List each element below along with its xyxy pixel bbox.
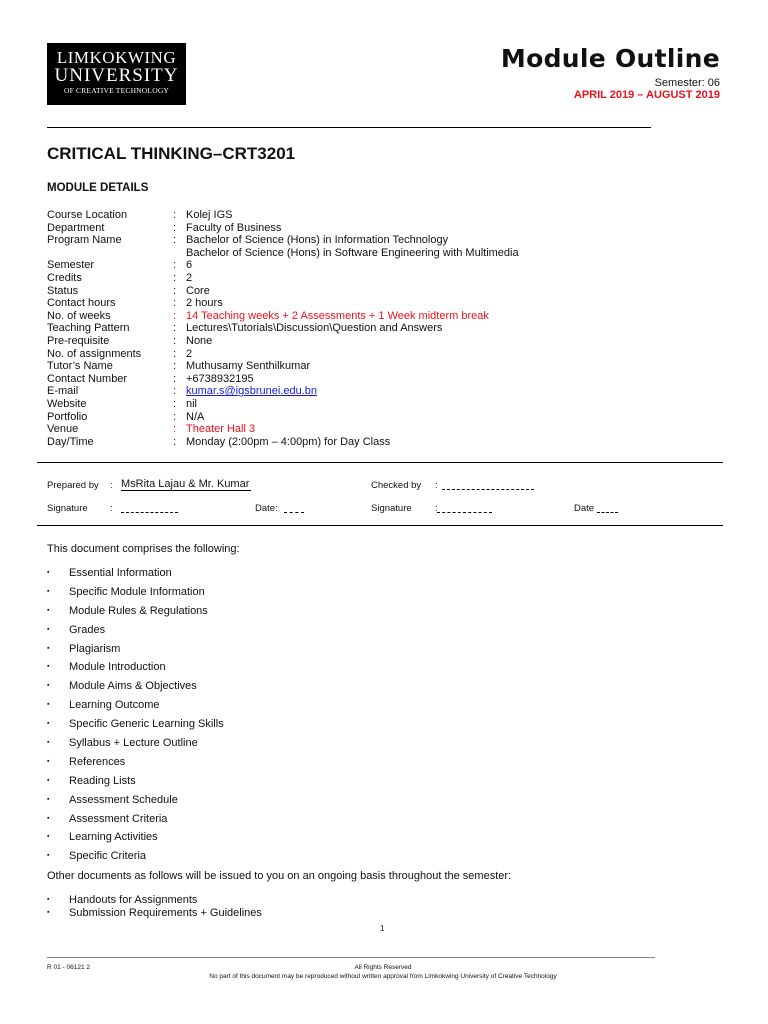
date-label-left: Date: <box>255 503 278 514</box>
detail-row <box>47 436 727 449</box>
list-item-label: Grades <box>69 623 106 636</box>
bullet-icon: ▪ <box>47 569 50 576</box>
detail-colon: : <box>173 209 177 221</box>
checked-by-blank <box>442 489 534 490</box>
bullet-icon: ▪ <box>47 757 50 765</box>
list-item <box>47 737 224 756</box>
detail-label: Day/Time <box>47 435 94 448</box>
detail-label: Department <box>47 221 105 234</box>
list-item-label: Assessment Criteria <box>69 812 168 825</box>
document-code: R 01 - 06121 2 <box>47 964 91 971</box>
detail-value: +6738932195 <box>186 372 254 385</box>
signoff-bottom-divider <box>37 525 723 526</box>
detail-label: Portfolio <box>47 410 88 423</box>
bullet-icon: ▪ <box>47 814 50 822</box>
bullet-icon: ▪ <box>47 644 50 652</box>
detail-value: Bachelor of Science (Hons) in Information Technology <box>186 234 449 247</box>
detail-colon: : <box>173 297 177 310</box>
list-item <box>47 624 224 643</box>
detail-colon: : <box>173 372 177 385</box>
date-blank-right <box>597 512 618 513</box>
list-item-label: References <box>69 755 126 768</box>
list-item <box>47 894 262 907</box>
signature-label-right: Signature <box>371 503 412 514</box>
detail-colon: : <box>173 309 177 322</box>
detail-label: Website <box>47 397 87 410</box>
detail-colon: : <box>173 385 177 398</box>
list-item <box>47 699 224 718</box>
logo-line1: LIMKOKWING <box>56 48 177 67</box>
detail-value: Lectures\Tutorials\Discussion\Question and Answers <box>186 322 443 335</box>
list-item <box>47 643 224 662</box>
detail-colon: : <box>173 435 177 448</box>
detail-colon: : <box>173 322 177 335</box>
detail-colon: : <box>173 271 177 284</box>
detail-label: Tutor’s Name <box>47 360 113 373</box>
contents-list <box>47 567 224 869</box>
list-item-label: Learning Outcome <box>69 699 160 712</box>
list-item-label: Plagiarism <box>69 642 121 655</box>
logo-line3: OF CREATIVE TECHNOLOGY <box>63 86 170 95</box>
detail-row <box>47 272 727 285</box>
detail-value-highlight: Theater Hall 3 <box>186 423 256 436</box>
list-item <box>47 718 224 737</box>
signature-colon-right: : <box>435 503 438 514</box>
detail-value: Core <box>186 284 210 297</box>
detail-value: N/A <box>186 410 205 423</box>
footer-divider <box>47 957 655 958</box>
detail-row <box>47 398 727 411</box>
list-item <box>47 756 224 775</box>
detail-row <box>47 259 727 272</box>
list-item <box>47 813 224 832</box>
list-item <box>47 794 224 813</box>
bullet-icon: ▪ <box>47 606 50 614</box>
detail-row <box>47 247 727 260</box>
date-label-right: Date <box>574 503 595 514</box>
detail-row <box>47 209 727 222</box>
list-item-label: Specific Module Information <box>69 585 205 598</box>
detail-label: Credits <box>47 271 82 284</box>
bullet-icon: ▪ <box>47 625 50 633</box>
module-details-heading: MODULE DETAILS <box>47 182 149 194</box>
detail-row <box>47 411 727 424</box>
semester-period: APRIL 2019 – AUGUST 2019 <box>573 89 720 101</box>
detail-row <box>47 373 727 386</box>
detail-label: E-mail <box>47 385 79 398</box>
detail-label: No. of weeks <box>47 309 111 322</box>
detail-label: Contact hours <box>47 297 116 310</box>
detail-label: Contact Number <box>47 372 128 385</box>
other-documents-intro: Other documents as follows will be issued to you on an ongoing basis throughout the semester: <box>47 870 512 882</box>
list-item-label: Handouts for Assignments <box>69 894 198 906</box>
university-logo <box>47 43 186 105</box>
list-item <box>47 831 224 850</box>
list-item-label: Essential Information <box>69 567 172 579</box>
list-item-label: Module Rules & Regulations <box>69 604 208 617</box>
detail-row <box>47 285 727 298</box>
detail-value: Faculty of Business <box>186 221 282 234</box>
checked-by-label: Checked by <box>371 480 422 491</box>
detail-value: Bachelor of Science (Hons) in Software Engineering with Multimedia <box>186 246 519 259</box>
detail-row <box>47 385 727 398</box>
detail-row <box>47 335 727 348</box>
detail-row <box>47 360 727 373</box>
date-blank-left <box>284 512 304 513</box>
detail-value: 2 <box>186 347 193 360</box>
list-item <box>47 661 224 680</box>
rights-reserved: All Rights Reserved <box>354 964 412 971</box>
detail-label: Venue <box>47 423 79 436</box>
module-name: CRITICAL THINKING–CRT3201 <box>47 144 296 163</box>
bullet-icon: ▪ <box>47 701 50 709</box>
list-item-label: Specific Generic Learning Skills <box>69 718 224 731</box>
list-item <box>47 605 224 624</box>
logo-line2: UNIVERSITY <box>54 65 179 86</box>
list-item <box>47 850 224 869</box>
prepared-by-label: Prepared by <box>47 480 99 491</box>
bullet-icon: ▪ <box>47 833 50 841</box>
detail-colon: : <box>173 221 177 234</box>
detail-label: Semester <box>47 259 95 272</box>
detail-colon: : <box>173 410 177 423</box>
email-link[interactable]: kumar.s@igsbrunei.edu.bn <box>186 385 318 398</box>
detail-label <box>47 247 173 260</box>
bullet-icon: ▪ <box>47 720 50 728</box>
detail-colon: : <box>173 284 177 297</box>
detail-row <box>47 423 727 436</box>
list-item-label: Specific Criteria <box>69 850 147 863</box>
detail-colon: : <box>173 234 177 247</box>
list-item <box>47 567 224 586</box>
other-documents-list <box>47 894 262 919</box>
prepared-by-colon: : <box>110 480 113 491</box>
detail-value: Monday (2:00pm – 4:00pm) for Day Class <box>186 435 391 448</box>
detail-colon: : <box>173 397 177 410</box>
bullet-icon: ▪ <box>47 587 50 595</box>
detail-value: None <box>186 334 213 347</box>
signoff-top-divider <box>37 462 723 463</box>
list-item <box>47 775 224 794</box>
bullet-icon: ▪ <box>47 852 50 860</box>
detail-row <box>47 310 727 323</box>
checked-by-colon: : <box>435 480 438 491</box>
detail-colon: : <box>173 347 177 360</box>
page-number: 1 <box>380 924 385 933</box>
bullet-icon: ▪ <box>47 663 50 671</box>
detail-label: No. of assignments <box>47 347 142 360</box>
detail-value-highlight: 14 Teaching weeks + 2 Assessments + 1 Week midterm break <box>186 309 489 322</box>
detail-label: Status <box>47 284 79 297</box>
detail-value: Muthusamy Senthilkumar <box>186 360 311 373</box>
bullet-icon: ▪ <box>47 908 50 916</box>
list-item-label: Module Introduction <box>69 661 166 674</box>
copyright-notice: No part of this document may be reproduced without written approval from Limkokwing University of Creative Technology <box>209 972 557 980</box>
footer-rights <box>47 964 719 981</box>
detail-value: 2 <box>186 271 193 284</box>
list-item-label: Reading Lists <box>69 774 136 787</box>
document-title: Module Outline <box>500 44 720 73</box>
detail-row <box>47 297 727 310</box>
bullet-icon: ▪ <box>47 795 50 803</box>
header-divider <box>47 127 651 128</box>
list-item-label: Learning Activities <box>69 831 158 844</box>
module-details-table <box>47 209 727 448</box>
detail-row <box>47 322 727 335</box>
signature-label-left: Signature <box>47 503 88 514</box>
bullet-icon: ▪ <box>47 739 50 747</box>
list-item-label: Submission Requirements + Guidelines <box>69 906 262 919</box>
bullet-icon: ▪ <box>47 896 50 903</box>
list-item-label: Module Aims & Objectives <box>69 680 197 693</box>
detail-value: 2 hours <box>186 297 223 310</box>
bullet-icon: ▪ <box>47 682 50 690</box>
signature-blank-right <box>437 512 492 513</box>
detail-row <box>47 348 727 361</box>
list-item-label: Syllabus + Lecture Outline <box>69 737 198 750</box>
detail-row <box>47 234 727 247</box>
detail-value: Kolej IGS <box>186 209 233 221</box>
detail-colon: : <box>173 360 177 373</box>
list-item-label: Assessment Schedule <box>69 793 178 806</box>
detail-label: Course Location <box>47 209 128 221</box>
detail-colon: : <box>173 259 177 272</box>
signature-blank-left <box>121 512 178 513</box>
detail-colon: : <box>173 423 177 436</box>
bullet-icon: ▪ <box>47 776 50 784</box>
list-item <box>47 586 224 605</box>
detail-row <box>47 222 727 235</box>
detail-label: Teaching Pattern <box>47 322 130 335</box>
detail-label: Pre-requisite <box>47 334 110 347</box>
list-item <box>47 680 224 699</box>
prepared-by-value: MsRita Lajau & Mr. Kumar <box>121 478 250 490</box>
contents-intro: This document comprises the following: <box>47 543 240 555</box>
semester-label: Semester: 06 <box>654 77 720 89</box>
detail-value: nil <box>186 397 198 410</box>
list-item <box>47 907 262 920</box>
detail-value: 6 <box>186 259 193 272</box>
detail-label: Program Name <box>47 234 122 247</box>
signature-colon-left: : <box>110 503 113 514</box>
detail-colon: : <box>173 334 177 347</box>
